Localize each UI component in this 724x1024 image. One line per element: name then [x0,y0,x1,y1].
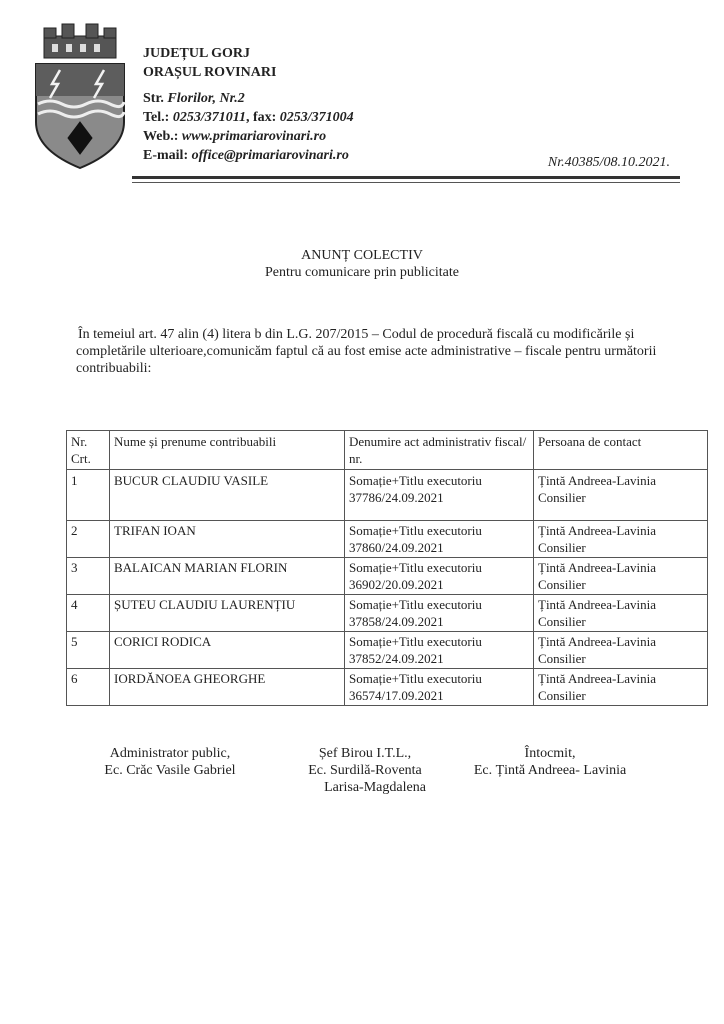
signature-name: Ec. Țintă Andreea- Lavinia [473,763,627,778]
cell-name: BUCUR CLAUDIU VASILE [110,470,345,521]
email-label: E-mail: [143,148,192,163]
contact-role: Consilier [538,540,586,555]
contact-name: Țintă Andreea-Lavinia [538,560,657,575]
document-subtitle: Pentru comunicare prin publicitate [265,265,459,280]
cell-contact [534,595,708,632]
coat-of-arms-icon [30,22,130,172]
signature-administrator [80,745,260,779]
phone-line [143,108,354,127]
cell-name: IORDĂNOEA GHEORGHE [110,669,345,706]
act-type: Somație+Titlu executoriu [349,523,482,538]
table-row [67,632,708,669]
act-type: Somație+Titlu executoriu [349,473,482,488]
cell-nr: 1 [67,470,110,521]
table-row [67,470,708,521]
document-title: ANUNȚ COLECTIV [301,248,423,263]
cell-act [345,595,534,632]
contact-name: Țintă Andreea-Lavinia [538,671,657,686]
table-row [67,595,708,632]
act-type: Somație+Titlu executoriu [349,560,482,575]
cell-name: ȘUTEU CLAUDIU LAURENȚIU [110,595,345,632]
web-value: www.primariarovinari.ro [181,129,327,144]
contact-name: Țintă Andreea-Lavinia [538,597,657,612]
cell-nr: 6 [67,669,110,706]
contact-role: Consilier [538,577,586,592]
signature-name-cont: Larisa-Magdalena [324,780,426,795]
act-number: 37852/24.09.2021 [349,651,444,666]
intro-paragraph: În temeiul art. 47 alin (4) litera b din L.G. 207/2015 – Codul de procedură fiscală cu modificările și completările ulterioare,comunicăm faptul că au fost emise acte administrative – fiscale pentru următorii contribuabili: [76,327,657,376]
header-divider-thin [132,182,680,183]
web-label: Web.: [143,129,182,144]
table-row [67,521,708,558]
cell-contact [534,669,708,706]
cell-act [345,470,534,521]
cell-name: BALAICAN MARIAN FLORIN [110,558,345,595]
signature-itl-chief [285,745,445,796]
act-number: 37858/24.09.2021 [349,614,444,629]
signature-role: Șef Birou I.T.L., [318,746,412,761]
contact-name: Țintă Andreea-Lavinia [538,473,657,488]
contact-name: Țintă Andreea-Lavinia [538,523,657,538]
act-type: Somație+Titlu executoriu [349,671,482,686]
contact-role: Consilier [538,688,586,703]
taxpayers-table [66,430,708,706]
contact-role: Consilier [538,651,586,666]
act-type: Somație+Titlu executoriu [349,597,482,612]
tel-label: Tel.: [143,110,173,125]
cell-contact [534,470,708,521]
web-line [143,127,354,146]
header-divider [132,176,680,179]
act-number: 37860/24.09.2021 [349,540,444,555]
contact-name: Țintă Andreea-Lavinia [538,634,657,649]
cell-nr: 4 [67,595,110,632]
email-value: office@primariarovinari.ro [191,148,349,163]
act-type: Somație+Titlu executoriu [349,634,482,649]
signature-name: Ec. Surdilă-Roventa [308,763,422,778]
table-row [67,558,708,595]
cell-act [345,669,534,706]
act-number: 36574/17.09.2021 [349,688,444,703]
cell-nr: 5 [67,632,110,669]
registration-number: Nr.40385/08.10.2021. [547,155,670,170]
header-nr: Nr. Crt. [67,431,110,470]
cell-act [345,632,534,669]
address-line [143,89,354,108]
cell-contact [534,558,708,595]
signature-role: Întocmit, [524,746,576,761]
header-name: Nume și prenume contribuabili [110,431,345,470]
email-line [143,146,354,165]
cell-nr: 3 [67,558,110,595]
header-contact: Persoana de contact [534,431,708,470]
cell-contact [534,632,708,669]
table-row [67,669,708,706]
address-value: Florilor, Nr.2 [167,91,245,106]
fax-label: , fax: [245,110,280,125]
signature-role: Administrator public, [109,746,231,761]
cell-name: TRIFAN IOAN [110,521,345,558]
cell-contact [534,521,708,558]
address-label: Str. [143,91,168,106]
contact-role: Consilier [538,490,586,505]
cell-act [345,521,534,558]
act-number: 37786/24.09.2021 [349,490,444,505]
cell-nr: 2 [67,521,110,558]
cell-act [345,558,534,595]
header-act: Denumire act administrativ fiscal/ nr. [345,431,534,470]
table-header-row [67,431,708,470]
fax-value: 0253/371004 [279,110,354,125]
tel-value: 0253/371011 [172,110,246,125]
contact-role: Consilier [538,614,586,629]
act-number: 36902/20.09.2021 [349,577,444,592]
institution-header [143,44,354,165]
town-name: ORAȘUL ROVINARI [143,65,277,80]
signature-prepared-by [460,745,640,779]
signature-name: Ec. Crăc Vasile Gabriel [104,763,236,778]
cell-name: CORICI RODICA [110,632,345,669]
county-name: JUDEȚUL GORJ [143,46,250,61]
